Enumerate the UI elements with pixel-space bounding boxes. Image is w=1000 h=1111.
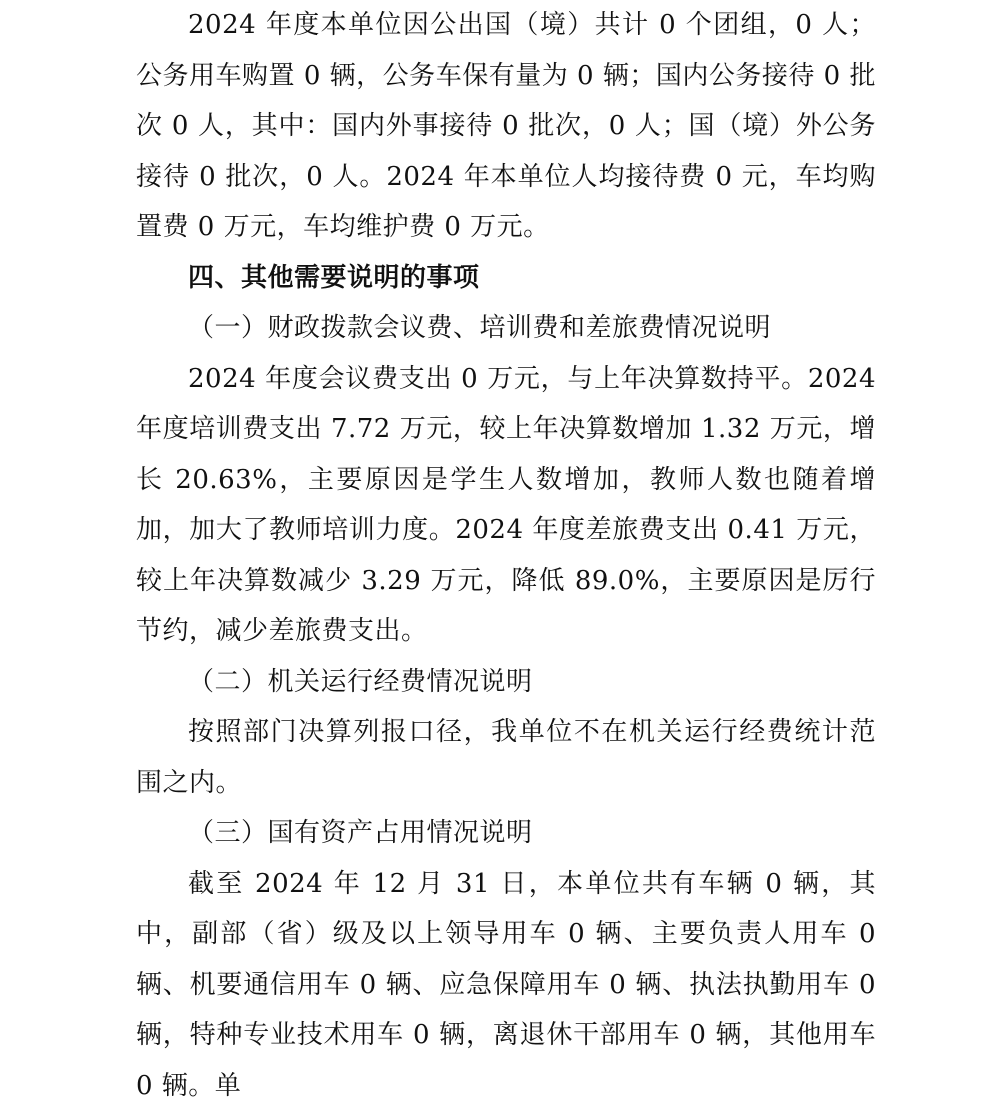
document-page — [136, 0, 876, 1111]
subheading-meeting-training-travel: （一）财政拨款会议费、培训费和差旅费情况说明 — [136, 303, 876, 354]
paragraph-official-trips-vehicles: 2024 年度本单位因公出国（境）共计 0 个团组，0 人；公务用车购置 0 辆，公务车保有量为 0 辆；国内公务接待 0 批次 0 人，其中：国内外事接待 0 批次，0 人；国（境）外公务接待 0 批次，0 人。2024 年本单位人均接待费 0 元，车均购置费 0 万元，车均维护费 0 万元。 — [136, 0, 876, 253]
paragraph-state-assets: 截至 2024 年 12 月 31 日，本单位共有车辆 0 辆，其中，副部（省）级及以上领导用车 0 辆、主要负责人用车 0 辆、机要通信用车 0 辆、应急保障用车 0 辆、执法执勤用车 0 辆，特种专业技术用车 0 辆，离退休干部用车 0 辆，其他用车 0 辆。单 — [136, 859, 876, 1111]
paragraph-operating-expenses: 按照部门决算列报口径，我单位不在机关运行经费统计范围之内。 — [136, 707, 876, 808]
subheading-state-assets: （三）国有资产占用情况说明 — [136, 808, 876, 859]
paragraph-meeting-training-travel: 2024 年度会议费支出 0 万元，与上年决算数持平。2024 年度培训费支出 7.72 万元，较上年决算数增加 1.32 万元，增长 20.63%，主要原因是学生人数增加，教师人数也随着增加，加大了教师培训力度。2024 年度差旅费支出 0.41 万元，较上年决算数减少 3.29 万元，降低 89.0%，主要原因是厉行节约，减少差旅费支出。 — [136, 354, 876, 657]
subheading-operating-expenses: （二）机关运行经费情况说明 — [136, 657, 876, 708]
section-heading-other-matters: 四、其他需要说明的事项 — [136, 253, 876, 304]
